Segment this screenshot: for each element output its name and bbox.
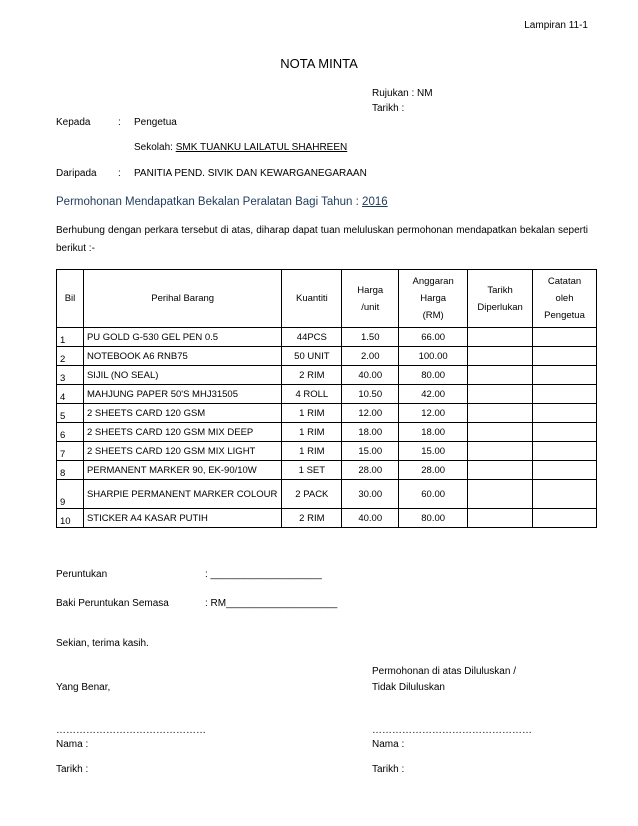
cell-anggaran: 66.00 — [399, 328, 468, 347]
rujukan-text: Rujukan : NM — [372, 88, 433, 99]
table-row — [57, 328, 597, 347]
cell-bil: 10 — [57, 509, 84, 528]
cell-bil: 4 — [57, 385, 84, 404]
table-header-row — [57, 270, 597, 328]
cell-anggaran: 15.00 — [399, 442, 468, 461]
nama-right: Nama : — [372, 739, 405, 750]
tarikh-right: Tarikh : — [372, 764, 405, 775]
cell-harga: 10.50 — [342, 385, 399, 404]
nama-left: Nama : — [56, 739, 89, 750]
cell-bil: 3 — [57, 366, 84, 385]
cell-bil: 8 — [57, 461, 84, 480]
sekian-text: Sekian, terima kasih. — [56, 638, 149, 649]
header-anggaran: Anggaran Harga (RM) — [399, 270, 468, 328]
cell-kuantiti: 50 UNIT — [282, 347, 342, 366]
permohonan-year: 2016 — [362, 196, 388, 208]
tarikh-left: Tarikh : — [56, 764, 89, 775]
cell-harga: 1.50 — [342, 328, 399, 347]
header-bil: Bil — [57, 270, 84, 328]
cell-perihal: STICKER A4 KASAR PUTIH — [83, 509, 281, 528]
kepada-value: Pengetua — [134, 117, 177, 128]
sekolah-label: Sekolah: — [134, 142, 173, 153]
cell-tarikh — [468, 461, 533, 480]
cell-perihal: SHARPIE PERMANENT MARKER COLOUR — [83, 480, 281, 509]
cell-perihal: NOTEBOOK A6 RNB75 — [83, 347, 281, 366]
cell-tarikh — [468, 442, 533, 461]
cell-perihal: 2 SHEETS CARD 120 GSM — [83, 404, 281, 423]
cell-catatan — [533, 461, 597, 480]
header-tarikh: Tarikh Diperlukan — [468, 270, 533, 328]
table-row — [57, 347, 597, 366]
cell-kuantiti: 2 PACK — [282, 480, 342, 509]
cell-harga: 40.00 — [342, 366, 399, 385]
cell-tarikh — [468, 509, 533, 528]
cell-perihal: MAHJUNG PAPER 50'S MHJ31505 — [83, 385, 281, 404]
cell-anggaran: 42.00 — [399, 385, 468, 404]
cell-perihal: PU GOLD G-530 GEL PEN 0.5 — [83, 328, 281, 347]
header-kuantiti: Kuantiti — [282, 270, 342, 328]
cell-perihal: 2 SHEETS CARD 120 GSM MIX LIGHT — [83, 442, 281, 461]
cell-perihal: 2 SHEETS CARD 120 GSM MIX DEEP — [83, 423, 281, 442]
lampiran-label: Lampiran 11-1 — [524, 20, 588, 31]
header-harga: Harga /unit — [342, 270, 399, 328]
cell-harga: 15.00 — [342, 442, 399, 461]
cell-tarikh — [468, 480, 533, 509]
table-row — [57, 385, 597, 404]
cell-bil: 9 — [57, 480, 84, 509]
yang-benar-text: Yang Benar, — [56, 682, 111, 693]
baki-value: : RM____________________ — [205, 598, 338, 609]
cell-tarikh — [468, 423, 533, 442]
cell-harga: 18.00 — [342, 423, 399, 442]
baki-label: Baki Peruntukan Semasa — [56, 598, 169, 609]
approval-line-1: Permohonan di atas Diluluskan / — [372, 666, 516, 677]
cell-catatan — [533, 385, 597, 404]
cell-tarikh — [468, 404, 533, 423]
cell-catatan — [533, 328, 597, 347]
cell-catatan — [533, 480, 597, 509]
cell-anggaran: 12.00 — [399, 404, 468, 423]
table-row — [57, 366, 597, 385]
table-row — [57, 404, 597, 423]
cell-kuantiti: 1 SET — [282, 461, 342, 480]
cell-anggaran: 80.00 — [399, 366, 468, 385]
cell-bil: 6 — [57, 423, 84, 442]
table-row — [57, 509, 597, 528]
cell-bil: 1 — [57, 328, 84, 347]
cell-perihal: PERMANENT MARKER 90, EK-90/10W — [83, 461, 281, 480]
page-title: NOTA MINTA — [280, 56, 358, 71]
cell-kuantiti: 1 RIM — [282, 442, 342, 461]
cell-anggaran: 18.00 — [399, 423, 468, 442]
cell-tarikh — [468, 366, 533, 385]
cell-harga: 12.00 — [342, 404, 399, 423]
cell-kuantiti: 1 RIM — [282, 423, 342, 442]
cell-kuantiti: 2 RIM — [282, 366, 342, 385]
cell-anggaran: 28.00 — [399, 461, 468, 480]
table-row — [57, 423, 597, 442]
cell-catatan — [533, 404, 597, 423]
cell-anggaran: 80.00 — [399, 509, 468, 528]
cell-anggaran: 100.00 — [399, 347, 468, 366]
cell-harga: 28.00 — [342, 461, 399, 480]
cell-kuantiti: 2 RIM — [282, 509, 342, 528]
permohonan-text: Permohonan Mendapatkan Bekalan Peralatan Bagi Tahun : — [56, 196, 359, 208]
items-table — [56, 269, 597, 528]
sekolah-line — [134, 142, 347, 153]
cell-harga: 40.00 — [342, 509, 399, 528]
peruntukan-value: : ____________________ — [205, 569, 322, 580]
signature-dots-left: ……………………………………… — [56, 725, 206, 736]
peruntukan-label: Peruntukan — [56, 569, 108, 580]
daripada-colon: : — [118, 168, 121, 179]
daripada-value: PANITIA PEND. SIVIK DAN KEWARGANEGARAAN — [134, 168, 367, 179]
header-perihal: Perihal Barang — [83, 270, 281, 328]
cell-perihal: SIJIL (NO SEAL) — [83, 366, 281, 385]
cell-catatan — [533, 442, 597, 461]
cell-kuantiti: 1 RIM — [282, 404, 342, 423]
tarikh-header: Tarikh : — [372, 103, 405, 114]
request-paragraph: Berhubung dengan perkara tersebut di atas, diharap dapat tuan meluluskan permohonan mendapatkan bekalan seperti berikut :- — [56, 225, 588, 254]
permohonan-heading — [56, 196, 388, 208]
table-row — [57, 442, 597, 461]
cell-bil: 7 — [57, 442, 84, 461]
kepada-colon: : — [118, 117, 121, 128]
cell-bil: 5 — [57, 404, 84, 423]
sekolah-value: SMK TUANKU LAILATUL SHAHREEN — [175, 142, 348, 153]
cell-tarikh — [468, 347, 533, 366]
cell-harga: 30.00 — [342, 480, 399, 509]
table-row — [57, 461, 597, 480]
daripada-label: Daripada — [56, 168, 97, 179]
kepada-label: Kepada — [56, 117, 91, 128]
cell-catatan — [533, 347, 597, 366]
cell-catatan — [533, 366, 597, 385]
cell-catatan — [533, 423, 597, 442]
signature-dots-right: ………………………………………… — [372, 725, 532, 736]
cell-tarikh — [468, 328, 533, 347]
cell-tarikh — [468, 385, 533, 404]
cell-catatan — [533, 509, 597, 528]
approval-line-2: Tidak Diluluskan — [372, 682, 445, 693]
header-catatan: Catatan oleh Pengetua — [533, 270, 597, 328]
cell-harga: 2.00 — [342, 347, 399, 366]
cell-anggaran: 60.00 — [399, 480, 468, 509]
cell-kuantiti: 4 ROLL — [282, 385, 342, 404]
cell-kuantiti: 44PCS — [282, 328, 342, 347]
table-row — [57, 480, 597, 509]
cell-bil: 2 — [57, 347, 84, 366]
